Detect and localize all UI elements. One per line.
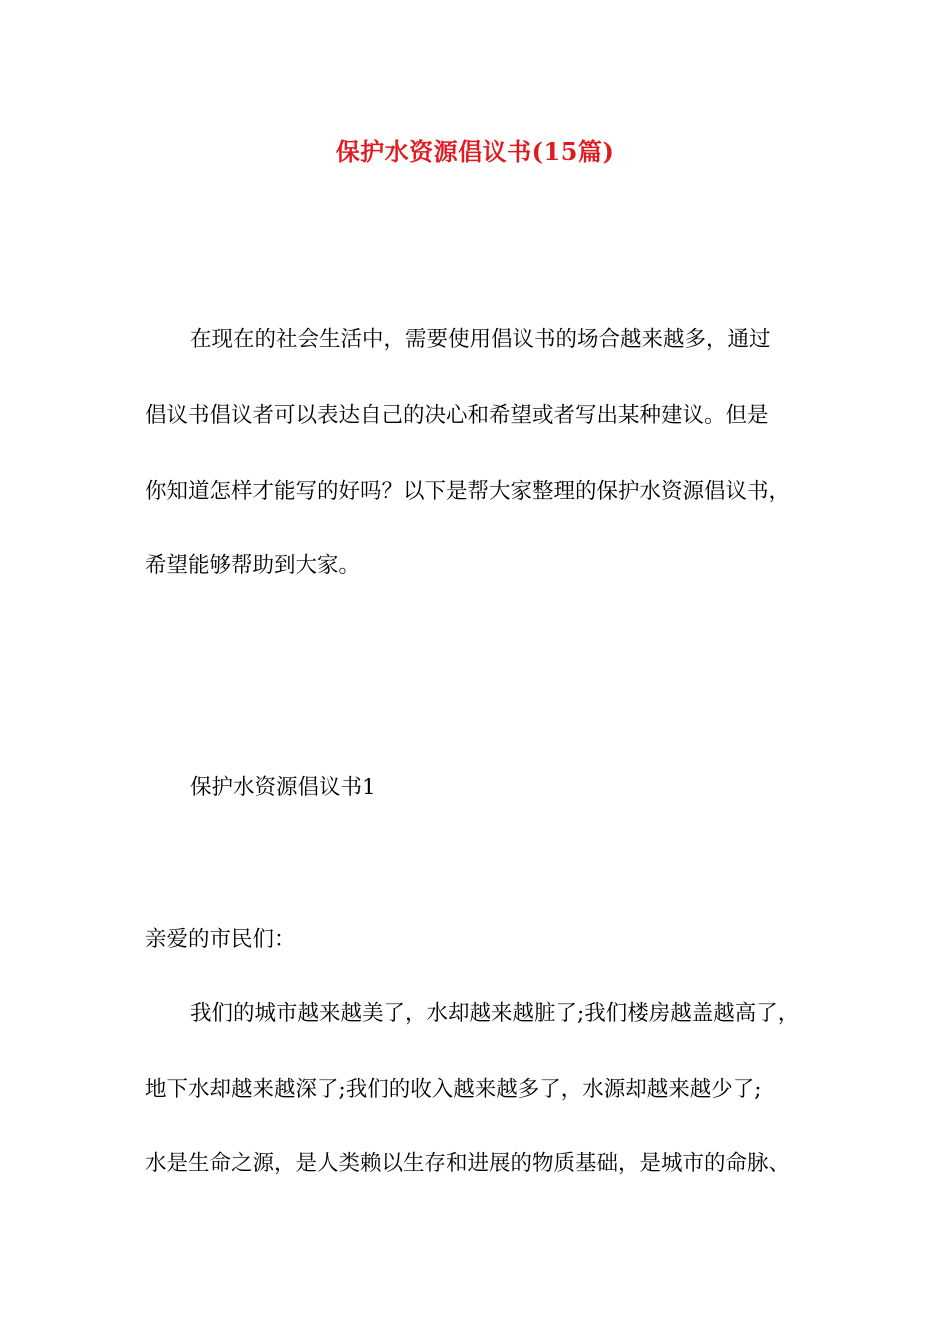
intro-line-3: 你知道怎样才能写的好吗？以下是帮大家整理的保护水资源倡议书， bbox=[145, 479, 791, 504]
document-title: 保护水资源倡议书(15篇) bbox=[335, 137, 615, 166]
intro-line-4: 希望能够帮助到大家。 bbox=[145, 553, 361, 578]
section-heading: 保护水资源倡议书1 bbox=[190, 775, 376, 800]
intro-line-1: 在现在的社会生活中，需要使用倡议书的场合越来越多，通过 bbox=[190, 327, 771, 352]
body-line-1: 我们的城市越来越美了，水却越来越脏了;我们楼房越盖越高了， bbox=[190, 1001, 800, 1026]
intro-line-2: 倡议书倡议者可以表达自己的决心和希望或者写出某种建议。但是 bbox=[145, 403, 769, 428]
salutation: 亲爱的市民们： bbox=[145, 927, 296, 952]
body-line-3: 水是生命之源，是人类赖以生存和进展的物质基础，是城市的命脉、 bbox=[145, 1151, 791, 1176]
body-line-2: 地下水却越来越深了;我们的收入越来越多了，水源却越来越少了; bbox=[145, 1077, 762, 1102]
